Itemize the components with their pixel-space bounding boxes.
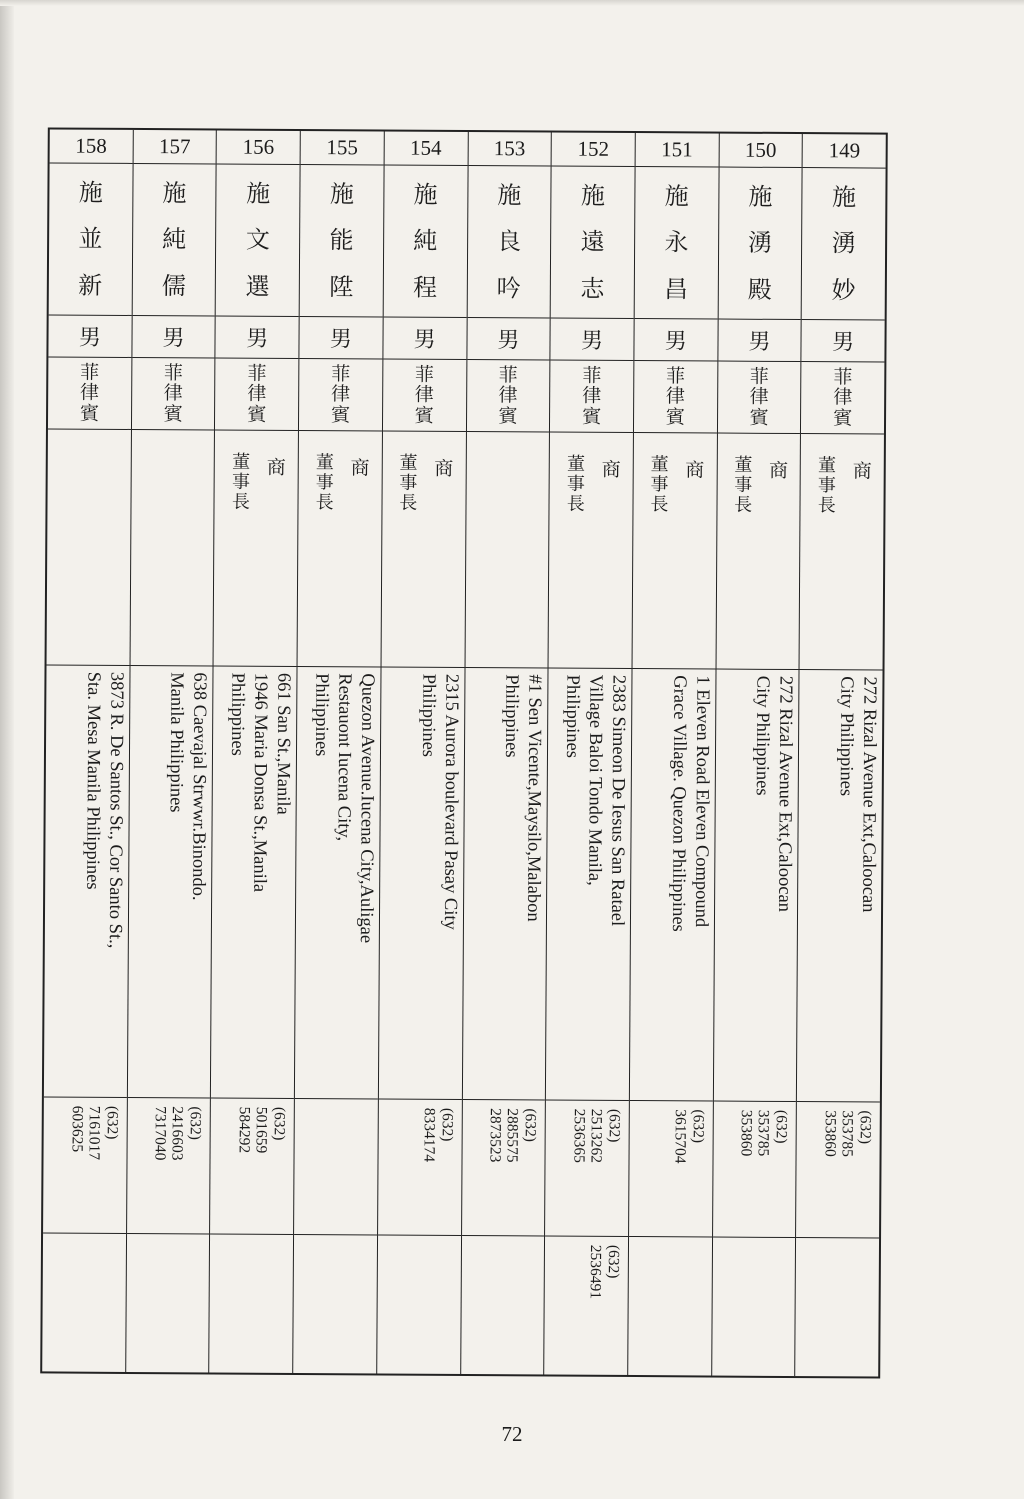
address-line: Quezon Avenue.Iucena City,Auligae bbox=[355, 673, 378, 944]
phone-line: (632) bbox=[689, 1109, 707, 1144]
record-fax bbox=[293, 1235, 377, 1374]
title-char: 董 bbox=[650, 454, 669, 476]
name-char: 純 bbox=[162, 225, 187, 254]
record-name bbox=[383, 166, 467, 319]
page-edge-shadow bbox=[0, 0, 14, 1499]
title-business: 商 bbox=[601, 458, 621, 481]
title-business: 商 bbox=[768, 459, 789, 482]
title-char: 董 bbox=[315, 452, 334, 474]
address-line: Restauont Iucena City, bbox=[333, 673, 355, 842]
phone-line: 7161017 bbox=[85, 1105, 104, 1161]
country-char: 菲 bbox=[833, 365, 853, 389]
record-column bbox=[627, 133, 718, 1375]
address-line: Village Baloi Tondo Manila, bbox=[584, 674, 606, 886]
title-char: 長 bbox=[650, 494, 669, 516]
fax-text bbox=[587, 1237, 628, 1299]
phone-text bbox=[486, 1100, 545, 1163]
address-line: Philippines bbox=[227, 672, 248, 756]
title-char: 事 bbox=[231, 471, 251, 493]
phone-line: 584292 bbox=[235, 1106, 253, 1154]
country-char: 菲 bbox=[498, 363, 518, 387]
record-fax bbox=[544, 1237, 628, 1376]
address-text bbox=[80, 666, 130, 949]
record-country bbox=[801, 362, 884, 435]
address-text bbox=[224, 667, 296, 893]
record-gender: 男 bbox=[383, 317, 466, 360]
record-country bbox=[550, 361, 633, 434]
title-chairman bbox=[398, 454, 418, 515]
phone-line: 2416603 bbox=[169, 1106, 187, 1161]
title-chairman bbox=[649, 455, 669, 516]
name-char: 施 bbox=[831, 183, 857, 212]
country-char: 賓 bbox=[163, 402, 183, 426]
record-number: 153 bbox=[468, 132, 551, 167]
phone-text bbox=[737, 1102, 796, 1157]
name-char: 施 bbox=[580, 181, 606, 211]
address-text bbox=[833, 670, 882, 912]
title-chairman bbox=[566, 455, 586, 516]
name-char: 陞 bbox=[329, 272, 354, 302]
record-gender: 男 bbox=[300, 317, 383, 360]
name-char: 志 bbox=[580, 274, 605, 303]
country-char: 律 bbox=[79, 381, 100, 404]
record-country bbox=[299, 359, 382, 432]
country-char: 賓 bbox=[833, 406, 853, 430]
phone-text bbox=[235, 1099, 294, 1154]
record-title bbox=[381, 431, 465, 668]
title-char: 董 bbox=[232, 451, 251, 473]
phone-line: 353785 bbox=[839, 1110, 857, 1157]
title-char: 長 bbox=[399, 492, 418, 515]
title-char: 事 bbox=[315, 472, 334, 494]
record-gender: 男 bbox=[718, 320, 801, 363]
address-line: 3873 R. De Santos St., Cor Santo St., bbox=[104, 671, 127, 949]
name-char: 施 bbox=[497, 181, 522, 210]
record-name bbox=[467, 166, 551, 319]
address-text bbox=[666, 669, 716, 932]
address-line: 661 San St.,Manila bbox=[272, 672, 294, 815]
name-char: 程 bbox=[412, 273, 438, 302]
record-address bbox=[128, 666, 213, 1098]
address-text bbox=[498, 668, 548, 922]
title-char: 董 bbox=[818, 455, 837, 477]
title-business: 商 bbox=[852, 460, 872, 483]
phone-line: 2885575 bbox=[504, 1108, 522, 1163]
record-name bbox=[551, 167, 635, 320]
record-number: 155 bbox=[301, 131, 384, 166]
record-number: 154 bbox=[384, 132, 467, 167]
record-number: 156 bbox=[217, 130, 300, 165]
member-register-table bbox=[40, 127, 888, 1378]
page-number: 72 bbox=[501, 1422, 523, 1446]
record-address bbox=[295, 667, 380, 1099]
country-char: 律 bbox=[331, 383, 351, 406]
record-column bbox=[292, 131, 383, 1373]
name-char: 施 bbox=[162, 179, 187, 208]
record-title bbox=[47, 429, 131, 666]
title-char: 事 bbox=[399, 472, 418, 494]
phone-line: (632) bbox=[772, 1109, 791, 1144]
name-char: 昌 bbox=[664, 275, 689, 304]
address-line: Philippines bbox=[417, 673, 438, 758]
name-char: 遠 bbox=[580, 228, 605, 257]
record-number: 151 bbox=[636, 133, 719, 168]
record-name bbox=[802, 168, 886, 321]
name-char: 永 bbox=[664, 228, 689, 257]
page-top-edge bbox=[0, 0, 1024, 6]
phone-line: (632) bbox=[605, 1108, 623, 1143]
record-title bbox=[549, 433, 633, 670]
record-title bbox=[800, 434, 884, 671]
record-column bbox=[460, 132, 551, 1374]
phone-line: (632) bbox=[103, 1105, 121, 1140]
name-char: 殿 bbox=[747, 275, 772, 304]
title-char: 長 bbox=[231, 491, 250, 513]
record-country bbox=[383, 359, 466, 432]
country-char: 菲 bbox=[247, 362, 267, 385]
title-char: 事 bbox=[650, 474, 669, 496]
record-gender: 男 bbox=[802, 320, 885, 363]
record-fax bbox=[712, 1238, 796, 1377]
record-gender: 男 bbox=[132, 316, 215, 359]
record-gender: 男 bbox=[551, 319, 634, 362]
name-char: 良 bbox=[496, 227, 522, 256]
record-column bbox=[125, 130, 216, 1372]
phone-line: (632) bbox=[521, 1108, 540, 1143]
record-number: 152 bbox=[552, 133, 635, 168]
phone-line: (632) bbox=[187, 1106, 205, 1140]
record-name bbox=[132, 164, 216, 317]
record-phone bbox=[545, 1101, 629, 1238]
record-number: 150 bbox=[719, 134, 802, 169]
address-line: Philippines bbox=[310, 673, 332, 757]
record-fax bbox=[796, 1238, 880, 1377]
name-char: 施 bbox=[246, 179, 271, 208]
title-business: 商 bbox=[685, 459, 705, 482]
country-char: 菲 bbox=[582, 364, 602, 387]
record-fax bbox=[210, 1234, 294, 1373]
name-char: 施 bbox=[78, 178, 103, 207]
title-char: 董 bbox=[566, 453, 586, 475]
record-phone bbox=[127, 1098, 211, 1235]
record-phone bbox=[378, 1099, 462, 1236]
address-line: 1 Eleven Road Eleven Compound bbox=[690, 675, 713, 928]
record-title bbox=[130, 430, 214, 667]
record-address bbox=[630, 669, 715, 1101]
country-char: 賓 bbox=[749, 406, 769, 429]
record-column bbox=[209, 130, 300, 1372]
title-char: 長 bbox=[315, 492, 334, 514]
title-chairman bbox=[231, 453, 251, 514]
address-line: Philippines bbox=[561, 674, 583, 758]
record-column bbox=[543, 133, 634, 1375]
record-name bbox=[718, 168, 802, 321]
phone-text bbox=[420, 1100, 461, 1162]
country-char: 律 bbox=[665, 385, 686, 408]
record-fax bbox=[126, 1234, 210, 1373]
record-name bbox=[300, 165, 384, 318]
country-char: 菲 bbox=[331, 362, 351, 386]
record-number: 158 bbox=[50, 129, 133, 164]
record-gender: 男 bbox=[216, 316, 299, 359]
country-char: 賓 bbox=[414, 404, 434, 427]
record-number: 149 bbox=[803, 134, 886, 169]
title-chairman bbox=[315, 453, 335, 514]
record-country bbox=[132, 358, 215, 431]
country-char: 律 bbox=[247, 382, 267, 406]
record-phone bbox=[210, 1098, 294, 1235]
name-char: 選 bbox=[245, 272, 270, 301]
address-line: #1 Sen Vicente,Maysilo,Malabon bbox=[523, 674, 545, 922]
country-char: 賓 bbox=[79, 402, 99, 425]
phone-line: (632) bbox=[270, 1106, 288, 1141]
record-phone bbox=[43, 1097, 127, 1234]
name-char: 施 bbox=[748, 182, 773, 212]
country-char: 菲 bbox=[666, 364, 686, 388]
title-business: 商 bbox=[350, 457, 370, 480]
name-char: 能 bbox=[329, 226, 354, 255]
name-char: 施 bbox=[329, 180, 354, 209]
title-char: 事 bbox=[734, 474, 753, 496]
title-char: 董 bbox=[734, 454, 753, 476]
address-text bbox=[308, 667, 381, 943]
record-fax bbox=[377, 1235, 461, 1374]
address-text bbox=[164, 666, 213, 900]
record-name bbox=[635, 167, 719, 320]
fax-line: 2536491 bbox=[587, 1244, 605, 1300]
record-address bbox=[462, 668, 547, 1100]
phone-line: (632) bbox=[438, 1107, 456, 1142]
phone-line: 3615704 bbox=[671, 1109, 689, 1164]
title-char: 董 bbox=[399, 452, 418, 474]
country-char: 律 bbox=[414, 383, 434, 407]
phone-line: 2536365 bbox=[570, 1108, 588, 1164]
country-char: 賓 bbox=[665, 405, 685, 429]
record-name bbox=[216, 164, 300, 317]
address-line: 2315 Aurora boulevard Pasay City bbox=[439, 673, 461, 930]
record-phone bbox=[629, 1101, 713, 1238]
title-char: 長 bbox=[566, 493, 585, 516]
address-line: 272 Rizal Avenue Ext,Caloocan bbox=[774, 675, 796, 913]
record-title bbox=[214, 430, 298, 667]
country-char: 賓 bbox=[498, 404, 518, 428]
address-line: Grace Village. Quezon Philippines bbox=[667, 675, 690, 932]
address-line: Philippines bbox=[501, 674, 522, 758]
country-char: 菲 bbox=[749, 365, 769, 388]
country-char: 律 bbox=[163, 382, 183, 405]
address-text bbox=[749, 670, 798, 912]
country-char: 賓 bbox=[247, 403, 267, 426]
record-gender: 男 bbox=[48, 315, 131, 358]
address-line: 272 Rizal Avenue Ext,Caloocan bbox=[858, 676, 880, 913]
record-country bbox=[466, 360, 549, 433]
name-char: 湧 bbox=[831, 229, 856, 258]
record-gender: 男 bbox=[467, 318, 550, 361]
record-country bbox=[634, 361, 717, 434]
name-char: 並 bbox=[78, 225, 103, 254]
phone-line: 603625 bbox=[68, 1105, 86, 1153]
phone-line: 7317040 bbox=[151, 1106, 170, 1161]
title-char: 事 bbox=[566, 473, 585, 495]
record-fax bbox=[628, 1237, 712, 1376]
record-address bbox=[379, 667, 464, 1099]
address-line: City Philippines bbox=[752, 675, 773, 796]
country-char: 賓 bbox=[330, 403, 351, 427]
title-char: 事 bbox=[817, 475, 837, 497]
phone-line: (632) bbox=[856, 1110, 874, 1145]
record-address bbox=[546, 669, 631, 1101]
record-title bbox=[298, 431, 382, 668]
country-char: 菲 bbox=[414, 363, 435, 386]
name-char: 妙 bbox=[831, 276, 856, 305]
record-column bbox=[795, 134, 886, 1376]
address-text bbox=[414, 668, 464, 930]
name-char: 文 bbox=[245, 226, 270, 255]
phone-line: 8334174 bbox=[420, 1107, 438, 1163]
record-title bbox=[465, 432, 549, 669]
phone-text bbox=[671, 1101, 712, 1163]
address-line: 2383 Simeon De Iesus San Ratael bbox=[606, 674, 629, 927]
record-country bbox=[215, 358, 298, 431]
record-address bbox=[211, 666, 296, 1098]
record-country bbox=[48, 357, 131, 430]
record-name bbox=[49, 163, 133, 316]
phone-line: 353860 bbox=[821, 1110, 839, 1157]
title-chairman bbox=[817, 456, 837, 517]
country-char: 菲 bbox=[163, 361, 183, 384]
record-column bbox=[711, 134, 802, 1376]
address-line: Manila Philippines bbox=[166, 672, 187, 813]
country-char: 律 bbox=[833, 386, 853, 409]
country-char: 律 bbox=[498, 384, 518, 407]
title-char: 長 bbox=[734, 494, 753, 517]
record-address bbox=[714, 670, 799, 1102]
name-char: 湧 bbox=[748, 229, 773, 258]
record-address bbox=[797, 670, 882, 1102]
phone-text bbox=[68, 1098, 127, 1161]
record-phone bbox=[796, 1102, 880, 1239]
record-fax bbox=[42, 1233, 126, 1372]
address-text bbox=[559, 669, 632, 927]
country-char: 律 bbox=[582, 384, 602, 408]
record-column bbox=[42, 129, 132, 1371]
record-country bbox=[718, 362, 801, 435]
phone-line: 501659 bbox=[253, 1106, 271, 1154]
name-char: 純 bbox=[413, 227, 438, 256]
record-title bbox=[632, 433, 716, 670]
address-line: 638 Caevajal Strwwr.Binondo. bbox=[188, 672, 210, 901]
name-char: 施 bbox=[413, 180, 438, 209]
fax-line: (632) bbox=[604, 1244, 622, 1279]
record-fax bbox=[461, 1236, 545, 1375]
record-address bbox=[44, 665, 129, 1097]
record-number: 157 bbox=[133, 130, 216, 165]
phone-line: 2873523 bbox=[486, 1108, 505, 1163]
title-business: 商 bbox=[434, 457, 454, 480]
phone-line: 353860 bbox=[737, 1109, 756, 1157]
phone-line: 2513262 bbox=[587, 1108, 606, 1164]
address-line: 1946 Maria Donsa St.,Manila bbox=[249, 672, 271, 893]
phone-text bbox=[821, 1102, 880, 1157]
title-chairman bbox=[733, 456, 753, 517]
country-char: 菲 bbox=[80, 361, 100, 384]
phone-text bbox=[570, 1101, 629, 1164]
name-char: 吟 bbox=[496, 274, 521, 303]
title-business: 商 bbox=[266, 456, 286, 479]
country-char: 賓 bbox=[582, 405, 602, 428]
record-title bbox=[716, 434, 800, 671]
country-char: 律 bbox=[749, 385, 769, 409]
address-line: Sta. Mesa Manila Philippines bbox=[81, 671, 104, 890]
record-phone bbox=[462, 1100, 546, 1237]
name-char: 儒 bbox=[161, 271, 186, 301]
phone-line: 353785 bbox=[755, 1109, 773, 1157]
title-char: 長 bbox=[817, 495, 836, 517]
record-gender: 男 bbox=[634, 319, 717, 362]
address-line: City Philippines bbox=[835, 676, 857, 797]
record-phone bbox=[713, 1102, 797, 1239]
record-column bbox=[376, 131, 467, 1373]
name-char: 施 bbox=[664, 182, 689, 211]
record-phone bbox=[294, 1099, 378, 1236]
phone-text bbox=[151, 1098, 210, 1161]
name-char: 新 bbox=[78, 271, 103, 300]
